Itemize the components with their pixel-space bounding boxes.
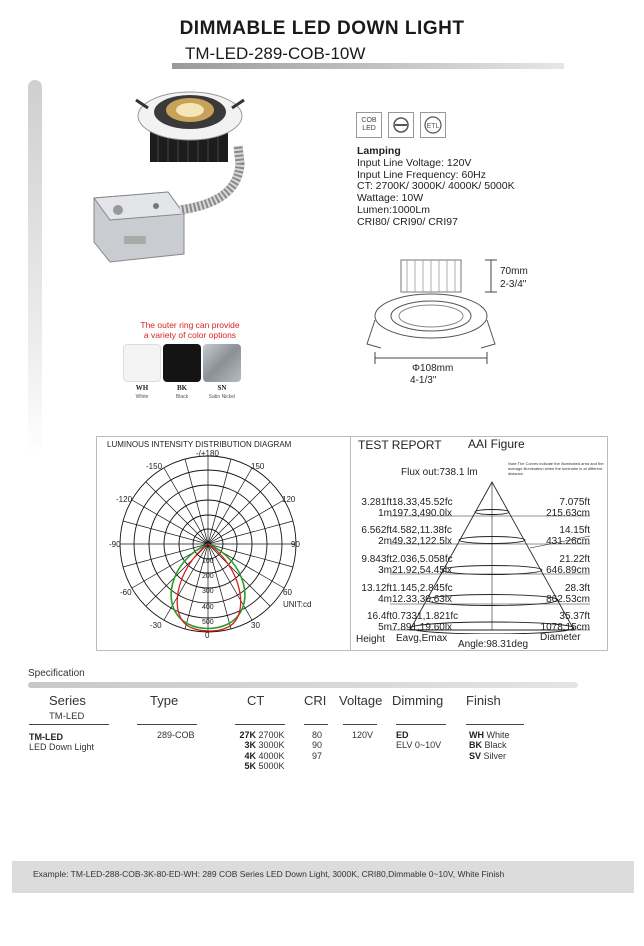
specification-bar xyxy=(28,682,578,688)
lamping-line: Input Line Voltage: 120V xyxy=(357,156,472,169)
diameter-ft: 7.075ft xyxy=(559,497,590,508)
illuminance-fc: 4.582,11.38fc xyxy=(392,525,452,536)
type-underline xyxy=(137,724,197,725)
diameter-cm: 1078.15cm xyxy=(540,622,590,633)
col-series: Series xyxy=(49,693,86,708)
cri-value: 90 xyxy=(312,740,323,751)
illuminance-lx: 12.33,30.63lx xyxy=(392,594,453,605)
dimming-desc: ELV 0~10V xyxy=(396,740,442,751)
report-height xyxy=(352,611,392,633)
curve-note: Note:The Curves indicate the illuminated area and the average illumination when the luminaire is at different distance. xyxy=(508,461,604,476)
product-photo xyxy=(88,86,258,266)
cri-underline xyxy=(304,724,328,725)
dimming-cell xyxy=(396,730,441,751)
title-underline-bar xyxy=(172,63,564,69)
diameter-ft: 28.3ft xyxy=(564,583,590,594)
report-height xyxy=(352,525,392,547)
lamping-line: CT: 2700K/ 3000K/ 4000K/ 5000K xyxy=(357,180,515,193)
angle-label: -120 xyxy=(116,495,133,504)
eavg-column-label: Eavg,Emax xyxy=(396,633,448,644)
height-ft: 3.281ft xyxy=(361,497,392,508)
finish-code: BK xyxy=(469,740,482,751)
cri-value: 97 xyxy=(312,750,323,761)
report-illuminance xyxy=(392,554,453,576)
col-type: Type xyxy=(150,693,179,708)
series-desc: LED Down Light xyxy=(29,742,95,753)
lamping-specs xyxy=(357,146,515,229)
finish-underline xyxy=(466,724,524,725)
dimming-underline xyxy=(396,724,446,725)
swatch-name: Satin Nickel xyxy=(208,394,236,400)
series-bold: TM-LED xyxy=(29,732,63,742)
diameter-ft: 35.37ft xyxy=(559,611,590,622)
report-diameter xyxy=(520,554,590,576)
col-dimming: Dimming xyxy=(392,693,444,708)
swatch-code: BK xyxy=(176,384,188,392)
cob-led-label: COB LED xyxy=(361,117,377,132)
angle-label: -/+180 xyxy=(196,449,219,458)
cri-value: 80 xyxy=(312,730,323,740)
illuminance-lx: 7.891,19.60lx xyxy=(392,622,453,633)
polar-diagram xyxy=(100,448,350,648)
height-in: 2-3/4" xyxy=(500,279,527,290)
swatch-name: White xyxy=(135,394,149,400)
left-decor-bar xyxy=(28,80,42,456)
model-number: TM-LED-289-COB-10W xyxy=(185,44,366,63)
cri-cell xyxy=(312,730,322,761)
swatch-black xyxy=(163,344,201,382)
illuminance-lx: 197.3,490.0lx xyxy=(392,508,453,519)
illuminance-lx: 49.32,122.5lx xyxy=(392,536,453,547)
series-cell xyxy=(29,732,94,753)
finish-value: Black xyxy=(484,740,507,751)
swatch-name: Black xyxy=(175,394,189,400)
diameter-ft: 14.15ft xyxy=(559,525,590,536)
diameter-mm: Φ108mm xyxy=(412,363,454,374)
height-ft: 6.562ft xyxy=(361,525,392,536)
angle-label: 60 xyxy=(283,588,292,597)
angle-label: -60 xyxy=(120,588,132,597)
diameter-column-label: Diameter xyxy=(540,632,581,643)
report-illuminance xyxy=(392,525,452,547)
report-height xyxy=(352,554,392,576)
ct-code: 5K xyxy=(244,761,256,772)
ct-value: 4000K xyxy=(258,750,285,761)
height-column-label: Height xyxy=(356,634,385,645)
series-underline xyxy=(29,724,109,725)
height-m: 1m xyxy=(378,508,392,519)
page-title: DIMMABLE LED DOWN LIGHT xyxy=(179,18,465,39)
ct-value: 3000K xyxy=(258,740,285,751)
finish-note-line: a variety of color options xyxy=(143,330,237,340)
specification-title: Specification xyxy=(28,668,85,679)
ct-value: 2700K xyxy=(258,730,285,740)
diameter-cm: 215.63cm xyxy=(546,508,590,519)
height-mm: 70mm xyxy=(500,266,528,277)
angle-label: -90 xyxy=(109,540,121,549)
diameter-ft: 21.22ft xyxy=(559,554,590,565)
col-ct: CT xyxy=(247,693,265,708)
swatch-satin-nickel xyxy=(203,344,241,382)
illuminance-fc: 0.7331,1.821fc xyxy=(392,611,459,622)
swatch-code: SN xyxy=(217,384,227,392)
report-diameter xyxy=(520,583,590,605)
beam-angle: Angle:98.31deg xyxy=(458,639,529,650)
etl-icon xyxy=(420,112,446,138)
report-diameter xyxy=(520,525,590,547)
radial-label: 500 xyxy=(202,619,214,626)
report-height xyxy=(352,583,392,605)
finish-code: WH xyxy=(469,730,484,740)
angle-label: 90 xyxy=(291,540,300,549)
finish-cell xyxy=(469,730,510,761)
col-finish: Finish xyxy=(466,693,501,708)
radial-label: 0 xyxy=(204,542,208,549)
polar-title: LUMINOUS INTENSITY DISTRIBUTION DIAGRAM xyxy=(107,440,292,449)
cob-led-icon xyxy=(356,112,382,138)
lamping-line: Input Line Frequency: 60Hz xyxy=(357,168,486,181)
angle-label: 0 xyxy=(205,631,210,640)
voltage-cell: 120V xyxy=(352,730,374,740)
radial-label: 100 xyxy=(202,558,214,565)
flux-value: Flux out:738.1 lm xyxy=(401,467,478,478)
ct-code: 27K xyxy=(239,730,256,740)
finish-note-line: The outer ring can provide xyxy=(140,320,240,330)
voltage-underline xyxy=(343,724,377,725)
angle-label: 150 xyxy=(251,462,265,471)
lamping-line: Lumen:1000Lm xyxy=(357,203,430,216)
report-illuminance xyxy=(392,611,458,633)
example-text: Example: TM-LED-288-COB-3K-80-ED-WH: 289 COB Series LED Down Light, 3000K, CRI80,Dimmable 0~10V, White Finish xyxy=(33,869,505,879)
diameter-cm: 646.89cm xyxy=(546,565,590,576)
swatch-white xyxy=(123,344,161,382)
test-report-title: TEST REPORT xyxy=(358,438,442,452)
illuminance-fc: 2.036,5.058fc xyxy=(392,554,453,565)
ct-code: 4K xyxy=(244,750,256,761)
type-cell: 289-COB xyxy=(157,730,195,740)
finish-value: White xyxy=(486,730,510,740)
finish-note xyxy=(120,320,260,340)
radial-label: 300 xyxy=(202,588,214,595)
dimension-drawing xyxy=(365,250,515,380)
report-divider xyxy=(350,436,351,651)
report-height xyxy=(352,497,392,519)
angle-label: 120 xyxy=(282,495,296,504)
height-ft: 9.843ft xyxy=(361,554,392,565)
col-cri: CRI xyxy=(304,693,327,708)
ct-value: 5000K xyxy=(258,761,285,772)
ct-cell xyxy=(236,730,285,772)
height-m: 2m xyxy=(378,536,392,547)
angle-label: 30 xyxy=(251,621,260,630)
angle-label: -30 xyxy=(150,621,162,630)
dimming-code: ED xyxy=(396,730,409,740)
ct-underline xyxy=(235,724,285,725)
illuminance-lx: 21.92,54.45lx xyxy=(392,565,453,576)
ct-code: 3K xyxy=(244,740,256,751)
aai-figure-label: AAI Figure xyxy=(468,437,525,451)
svg-text:ETL: ETL xyxy=(426,123,440,130)
lamping-line: CRI80/ CRI90/ CRI97 xyxy=(357,215,458,228)
illuminance-fc: 1.145,2.845fc xyxy=(392,583,453,594)
diameter-cm: 862.53cm xyxy=(546,594,590,605)
height-ft: 13.12ft xyxy=(361,583,392,594)
radial-label: 400 xyxy=(202,604,214,611)
dimmable-icon xyxy=(388,112,414,138)
illuminance-fc: 18.33,45.52fc xyxy=(392,497,453,508)
polar-unit: UNIT:cd xyxy=(283,600,312,609)
diameter-cm: 431.26cm xyxy=(546,536,590,547)
report-illuminance xyxy=(392,497,453,519)
report-illuminance xyxy=(392,583,453,605)
report-diameter xyxy=(520,497,590,519)
height-ft: 16.4ft xyxy=(366,611,392,622)
diameter-in: 4-1/3" xyxy=(410,375,437,386)
angle-label: -150 xyxy=(146,462,163,471)
height-m: 3m xyxy=(378,565,392,576)
height-m: 5m xyxy=(378,622,392,633)
lamping-heading: Lamping xyxy=(357,145,401,157)
col-voltage: Voltage xyxy=(339,693,383,708)
series-code: TM-LED xyxy=(49,711,85,722)
height-m: 4m xyxy=(378,594,392,605)
finish-code: SV xyxy=(469,750,482,761)
finish-value: Silver xyxy=(483,750,507,761)
report-diameter xyxy=(520,611,590,633)
swatch-code: WH xyxy=(135,384,149,392)
radial-label: 200 xyxy=(202,573,214,580)
lamping-line: Wattage: 10W xyxy=(357,192,424,205)
